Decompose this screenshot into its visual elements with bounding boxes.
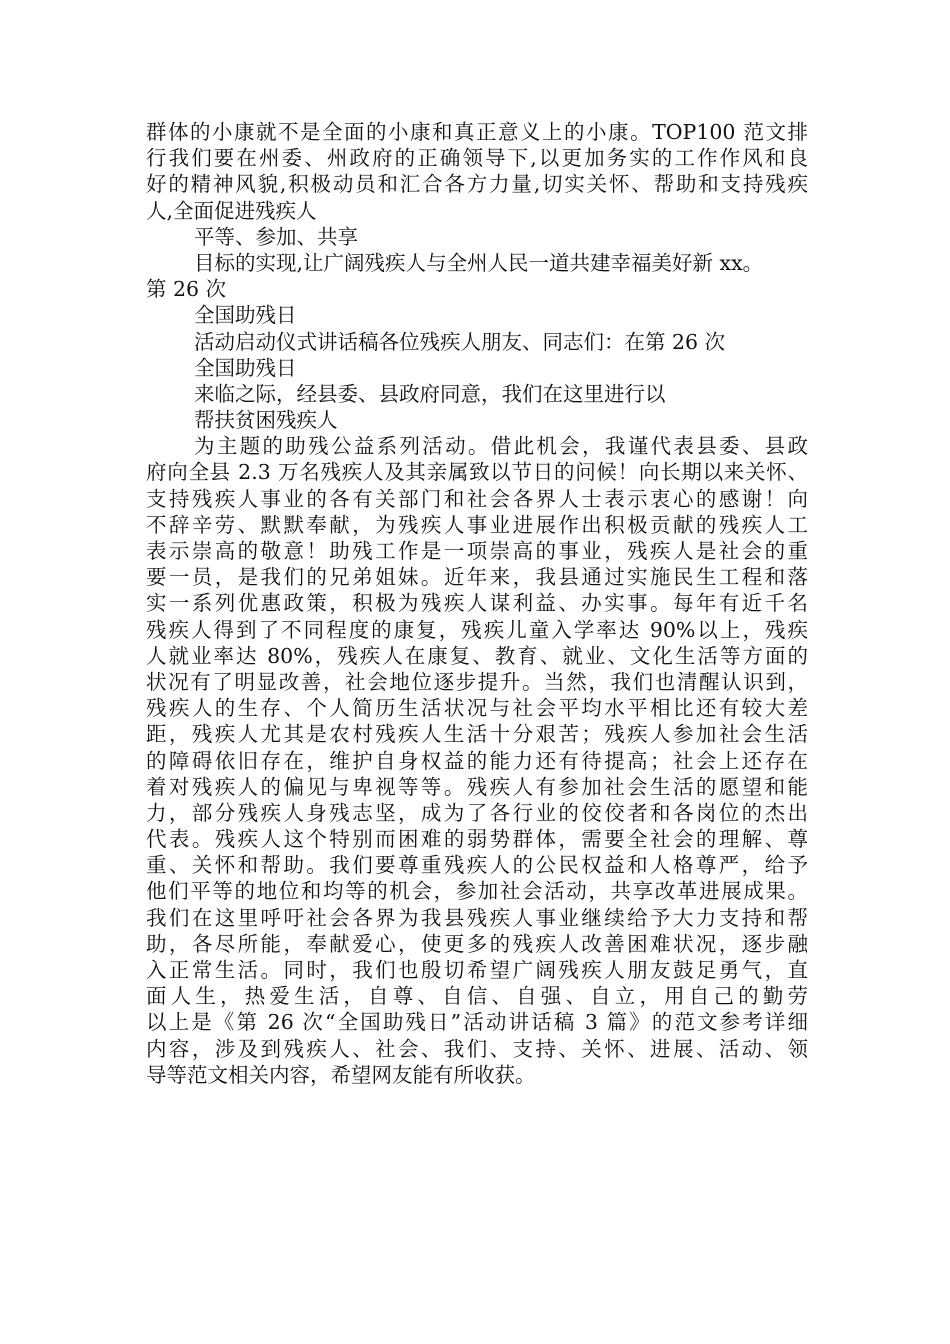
text-line: 全国助残日 — [194, 303, 297, 328]
text-line: 人就业率达 80%，残疾人在康复、教育、就业、文化生活等方面的 — [146, 643, 808, 668]
text-line: 活动启动仪式讲话稿各位残疾人朋友、同志们：在第 26 次 — [194, 329, 726, 354]
text-line: 目标的实现,让广阔残疾人与全州人民一道共建幸福美好新 xx。 — [194, 250, 764, 275]
document-body — [146, 119, 808, 1088]
text-line: 支持残疾人事业的各有关部门和社会各界人士表示衷心的感谢！向 — [146, 486, 808, 511]
text-line: 残疾人得到了不同程度的康复，残疾儿童入学率达 90%以上，残疾 — [146, 617, 808, 642]
text-line: 平等、参加、共享 — [194, 224, 358, 249]
text-line: 府向全县 2.3 万名残疾人及其亲属致以节日的问候！向长期以来关怀、 — [146, 460, 808, 485]
text-line: 表示崇高的敬意！助残工作是一项崇高的事业，残疾人是社会的重 — [146, 539, 808, 563]
text-line: 重、关怀和帮助。我们要尊重残疾人的公民权益和人格尊严，给予 — [146, 853, 808, 878]
text-line: 帮扶贫困残疾人 — [194, 408, 338, 433]
text-line: 以上是《第 26 次“全国助残日”活动讲话稿 3 篇》的范文参考详细 — [146, 1010, 808, 1035]
text-line: 距，残疾人尤其是农村残疾人生活十分艰苦；残疾人参加社会生活 — [146, 722, 808, 747]
text-line: 他们平等的地位和均等的机会，参加社会活动，共享改革进展成果。 — [146, 879, 808, 904]
text-line: 实一系列优惠政策，积极为残疾人谋利益、办实事。每年有近千名 — [146, 591, 808, 616]
text-line: 面人生，热爱生活，自尊、自信、自强、自立，用自己的勤劳 — [146, 984, 808, 1009]
text-line: 行我们要在州委、州政府的正确领导下,以更加务实的工作作风和良 — [146, 146, 808, 171]
text-line: 好的精神风貌,积极动员和汇合各方力量,切实关怀、帮助和支持残疾 — [146, 172, 808, 197]
text-line: 群体的小康就不是全面的小康和真正意义上的小康。TOP100 范文排 — [146, 120, 808, 144]
text-line: 内容，涉及到残疾人、社会、我们、支持、关怀、进展、活动、领 — [146, 1036, 808, 1061]
text-line: 我们在这里呼吁社会各界为我县残疾人事业继续给予大力支持和帮 — [146, 905, 808, 930]
text-line: 残疾人的生存、个人简历生活状况与社会平均水平相比还有较大差 — [146, 696, 808, 721]
text-line: 不辞辛劳、默默奉献，为残疾人事业进展作出积极贡献的残疾人工 — [146, 512, 808, 537]
text-line: 代表。残疾人这个特别而困难的弱势群体，需要全社会的理解、尊 — [146, 827, 808, 852]
text-line: 入正常生活。同时，我们也殷切希望广阔残疾人朋友鼓足勇气，直 — [146, 958, 808, 982]
text-line: 第 26 次 — [146, 277, 227, 302]
text-line: 的障碍依旧存在，维护自身权益的能力还有待提高；社会上还存在 — [146, 748, 808, 773]
text-line: 人,全面促进残疾人 — [146, 198, 317, 223]
text-line: 为主题的助残公益系列活动。借此机会，我谨代表县委、县政 — [194, 434, 808, 459]
text-line: 助，各尽所能，奉献爱心，使更多的残疾人改善困难状况，逐步融 — [146, 931, 808, 956]
text-line: 全国助残日 — [194, 355, 297, 380]
text-line: 状况有了明显改善，社会地位逐步提升。当然，我们也清醒认识到， — [146, 669, 808, 694]
text-line: 着对残疾人的偏见与卑视等等。残疾人有参加社会生活的愿望和能 — [146, 774, 808, 799]
text-line: 力，部分残疾人身残志坚，成为了各行业的佼佼者和各岗位的杰出 — [146, 800, 808, 825]
text-line: 要一员，是我们的兄弟姐妹。近年来，我县通过实施民生工程和落 — [146, 565, 808, 590]
text-line: 导等范文相关内容，希望网友能有所收获。 — [146, 1062, 536, 1087]
text-line: 来临之际，经县委、县政府同意，我们在这里进行以 — [194, 381, 666, 406]
